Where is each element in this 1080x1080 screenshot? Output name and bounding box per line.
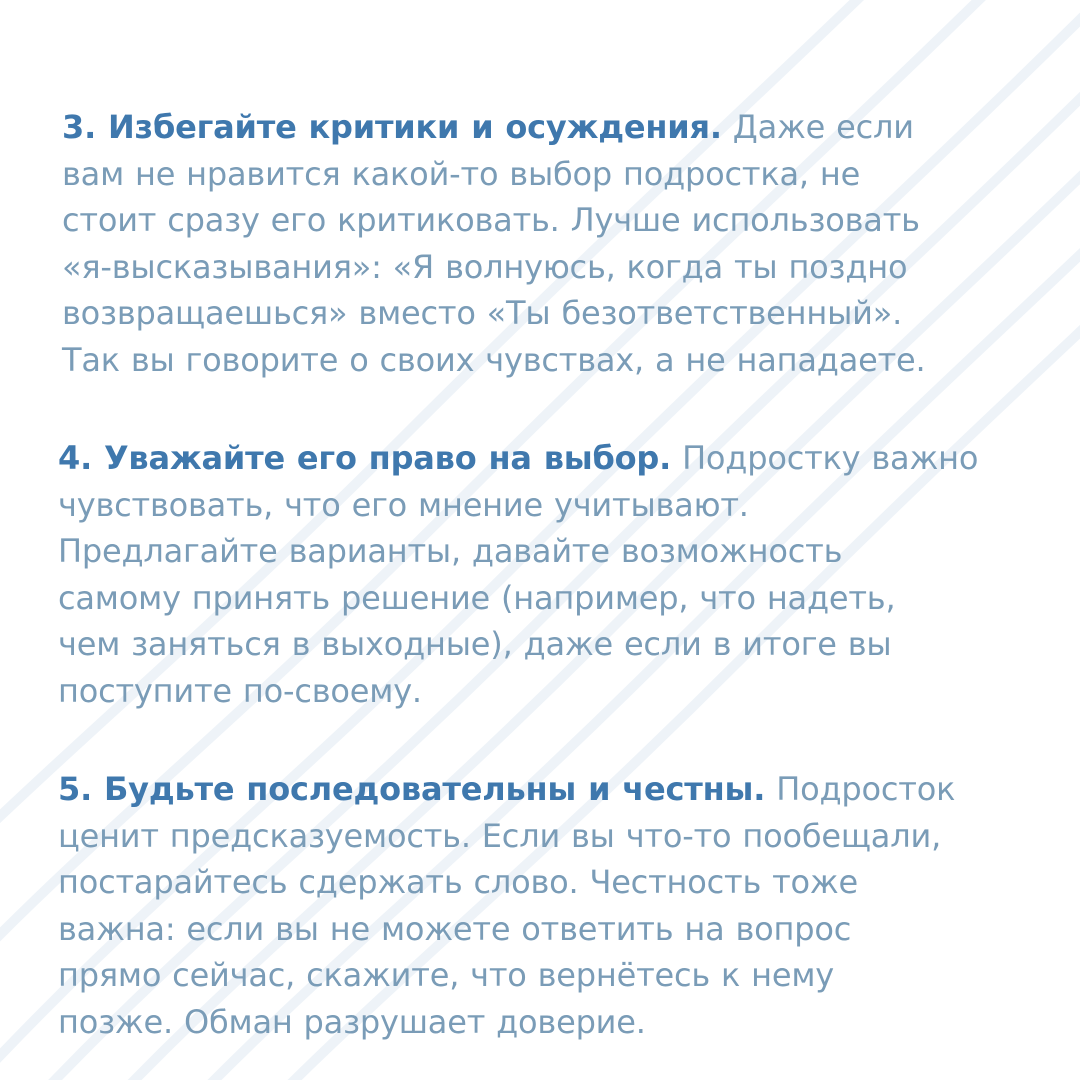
- tip-5-paragraph: [58, 766, 1038, 1045]
- tip-5-text: Подросток: [765, 770, 956, 808]
- tip-4-paragraph: [58, 435, 1038, 714]
- text-line: возвращаешься» вместо «Ты безответственный».: [62, 294, 903, 332]
- text-line: самому принять решение (например, что надеть,: [58, 578, 896, 617]
- tips-container: [58, 104, 1038, 1045]
- text-line: поступите по-своему.: [58, 671, 422, 710]
- text-line: важна: если вы не можете ответить на вопрос: [58, 909, 852, 948]
- tip-3-heading: 3. Избегайте критики и осуждения.: [62, 108, 722, 146]
- text-line: Так вы говорите о своих чувствах, а не нападаете.: [62, 340, 926, 379]
- text-line: [58, 766, 1038, 813]
- text-line: прямо сейчас, скажите, что вернётесь к нему: [58, 956, 835, 994]
- tip-4-heading: 4. Уважайте его право на выбор.: [58, 439, 672, 477]
- text-line: [58, 435, 1038, 482]
- text-line: «я-высказывания»: «Я волнуюсь, когда ты поздно: [62, 247, 908, 286]
- text-line: чем заняться в выходные), даже если в итоге вы: [58, 625, 892, 663]
- tip-4-text: Подростку важно: [671, 439, 979, 477]
- text-line: стоит сразу его критиковать. Лучше использовать: [62, 201, 920, 239]
- tip-5-heading: 5. Будьте последовательны и честны.: [58, 770, 766, 808]
- tip-3-paragraph: [58, 104, 1038, 383]
- text-line: постарайтесь сдержать слово. Честность тоже: [58, 863, 859, 901]
- tip-3-text: Даже если: [721, 108, 914, 146]
- text-line: чувствовать, что его мнение учитывают.: [58, 485, 749, 524]
- text-line: ценит предсказуемость. Если вы что-то пообещали,: [58, 816, 942, 855]
- text-line: вам не нравится какой-то выбор подростка, не: [62, 154, 861, 193]
- text-line: Предлагайте варианты, давайте возможность: [58, 532, 843, 570]
- text-line: позже. Обман разрушает доверие.: [58, 1002, 646, 1041]
- text-line: [58, 104, 1038, 151]
